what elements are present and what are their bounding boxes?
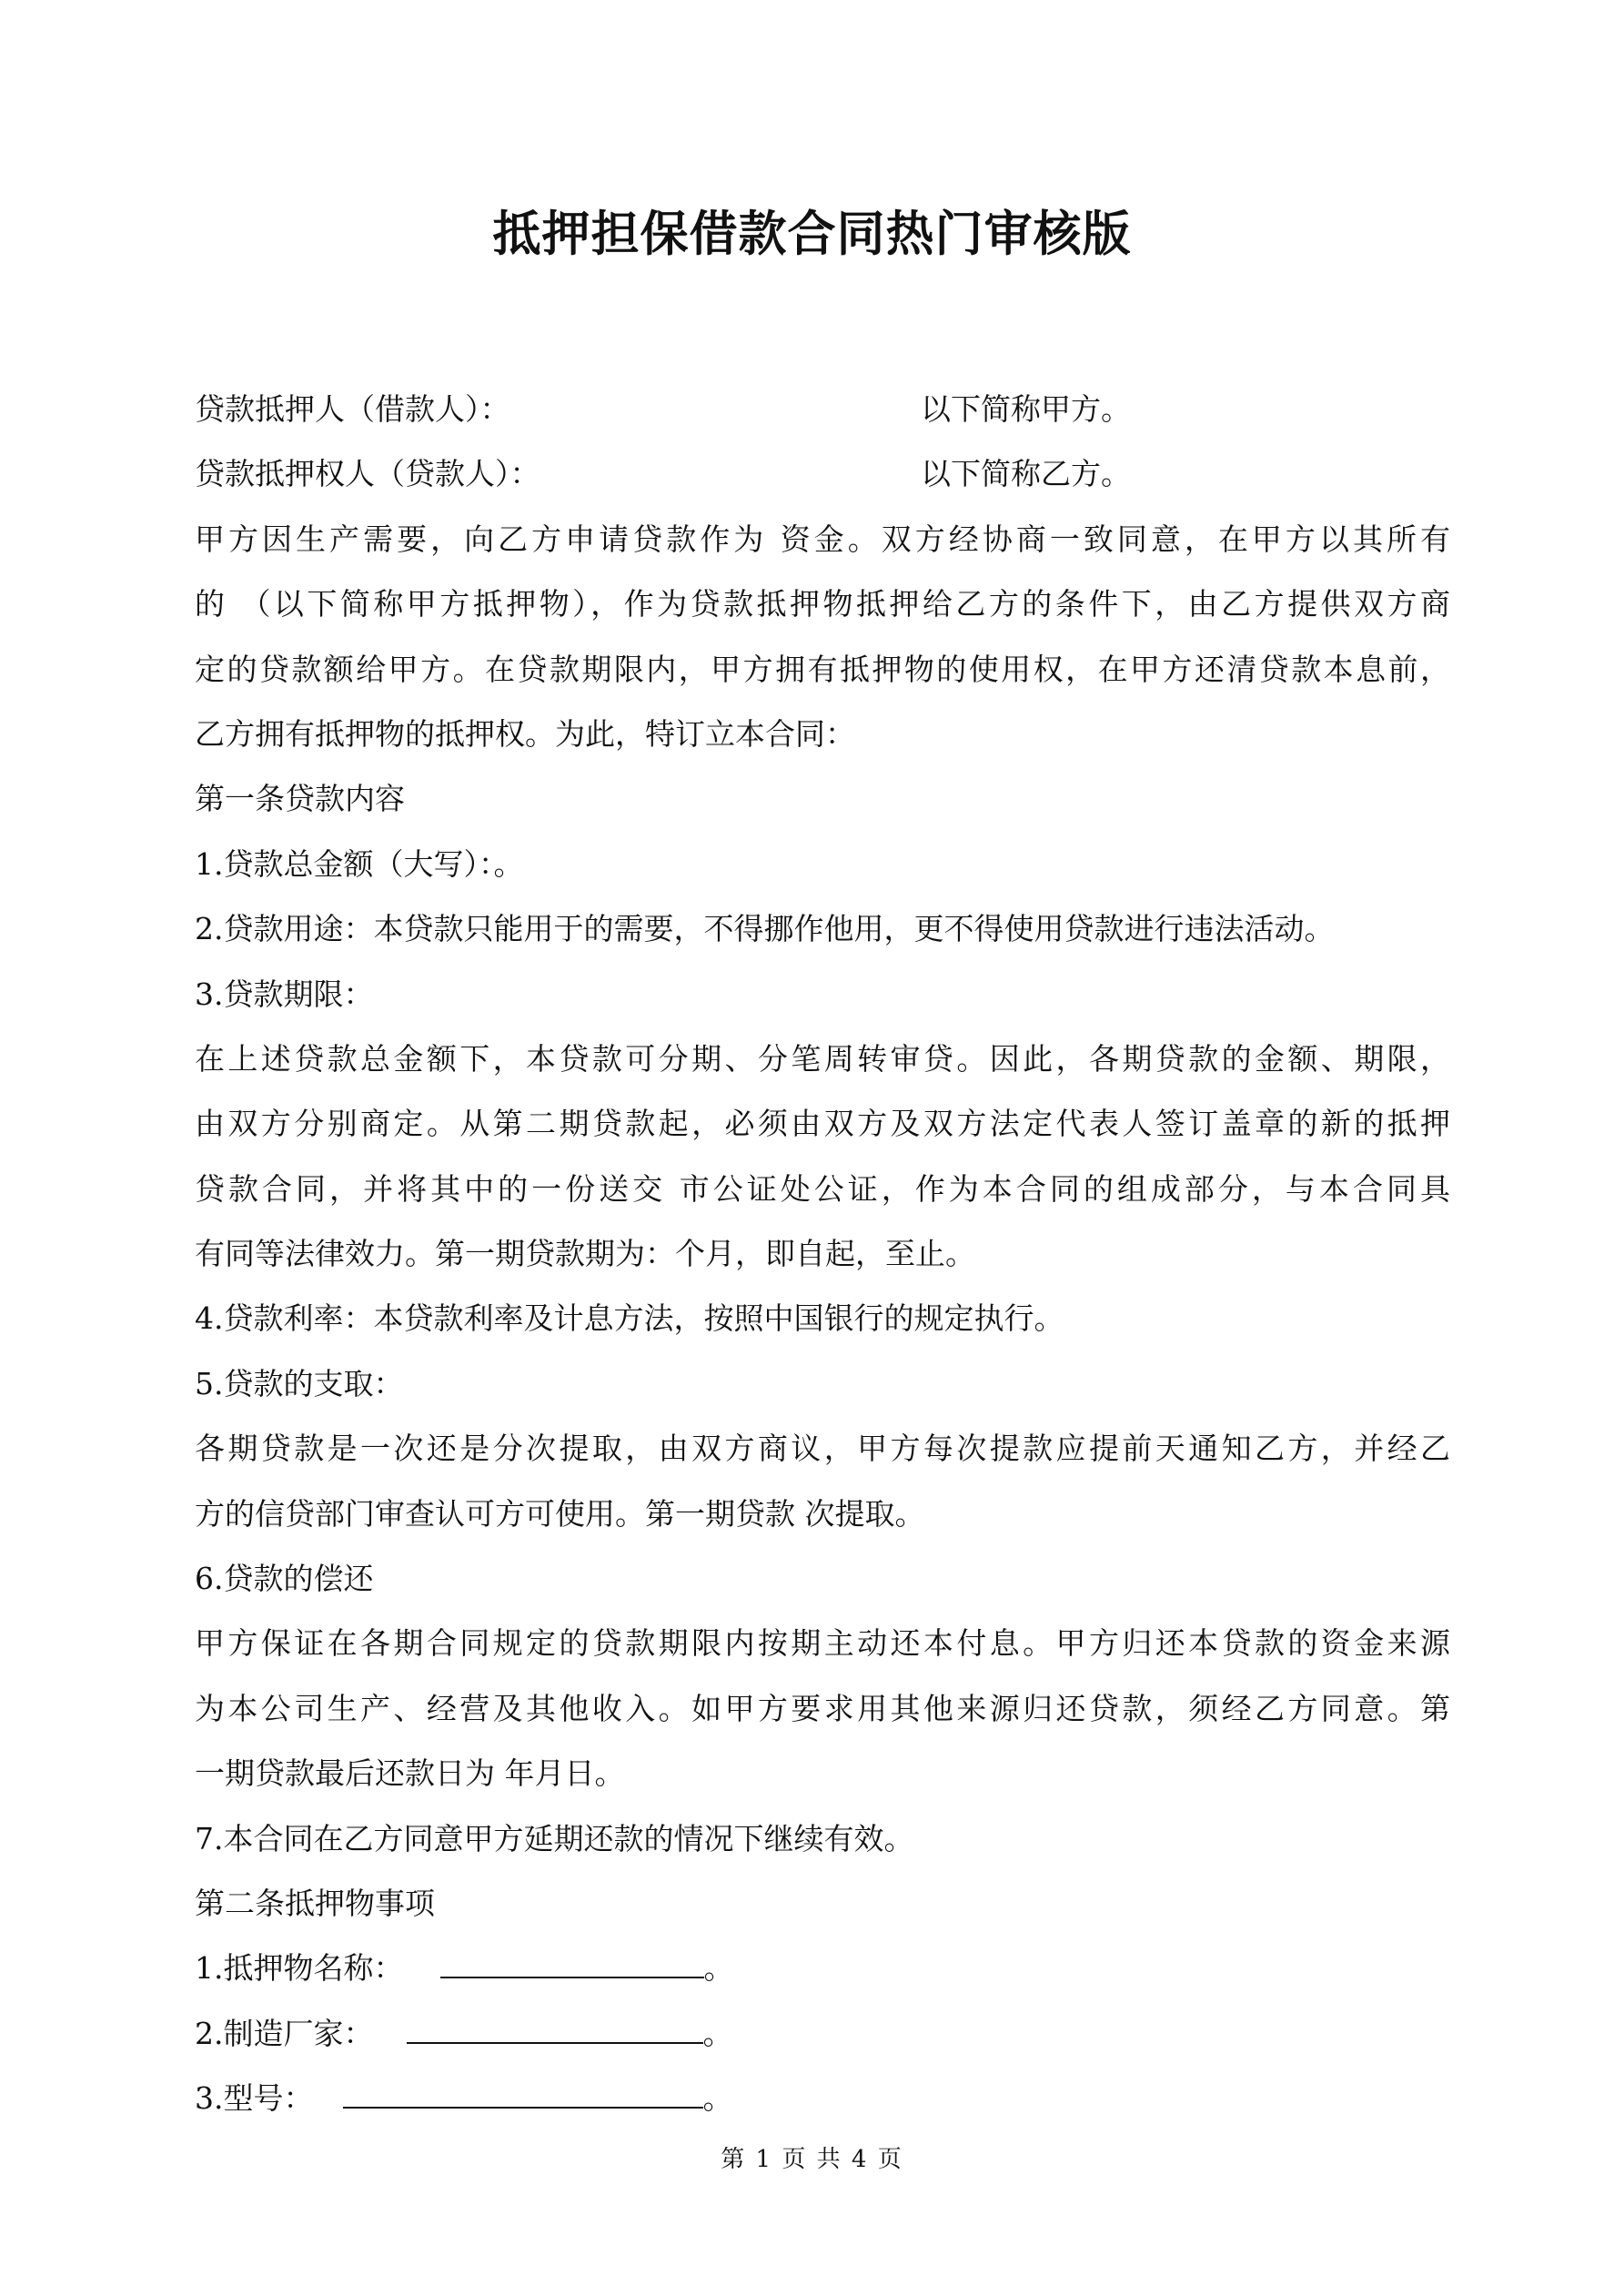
- paragraph-line: 方的信贷部门审查认可方可使用。第一期贷款 次提取。: [195, 1495, 925, 1532]
- clause-line: 1.贷款总金额（大写）：。: [195, 845, 524, 882]
- clause-line: 6.贷款的偿还: [195, 1561, 374, 1597]
- paragraph-line: 贷款合同，并将其中的一份送交 市公证处公证，作为本合同的组成部分，与本合同具: [195, 1170, 1450, 1207]
- fill-in-blank[interactable]: [343, 2079, 703, 2109]
- field-label: 1.抵押物名称：: [195, 1950, 404, 1987]
- section-heading: 第一条贷款内容: [195, 781, 405, 817]
- paragraph-line: 各期贷款是一次还是分次提取，由双方商议，甲方每次提款应提前天通知乙方，并经乙: [195, 1431, 1450, 1467]
- paragraph-line: 为本公司生产、经营及其他收入。如甲方要求用其他来源归还贷款，须经乙方同意。第: [195, 1690, 1450, 1726]
- section-heading: 第二条抵押物事项: [195, 1885, 435, 1921]
- paragraph-line: 甲方因生产需要，向乙方申请贷款作为 资金。双方经协商一致同意，在甲方以其所有: [195, 521, 1450, 557]
- mortgagor-label: 贷款抵押人（借款人）：: [195, 391, 510, 427]
- paragraph-line: 的 （以下简称甲方抵押物），作为贷款抵押物抵押给乙方的条件下，由乙方提供双方商: [195, 586, 1450, 622]
- clause-line: 3.贷款期限：: [195, 976, 374, 1012]
- field-end: 。: [702, 2080, 733, 2117]
- clause-line: 4.贷款利率：本贷款利率及计息方法，按照中国银行的规定执行。: [195, 1300, 1064, 1337]
- mortgagor-note: 以下简称甲方。: [921, 391, 1131, 427]
- paragraph-line: 一期贷款最后还款日为 年月日。: [195, 1755, 625, 1792]
- page-number-footer: 第 1 页 共 4 页: [721, 2146, 903, 2173]
- paragraph-line: 定的贷款额给甲方。在贷款期限内，甲方拥有抵押物的使用权，在甲方还清贷款本息前，: [195, 651, 1450, 687]
- fill-in-blank[interactable]: [407, 2015, 703, 2044]
- field-end: 。: [703, 1950, 734, 1987]
- clause-line: 5.贷款的支取：: [195, 1365, 404, 1401]
- paragraph-line: 有同等法律效力。第一期贷款期为：个月，即自起，至止。: [195, 1236, 975, 1272]
- clause-line: 2.贷款用途：本贷款只能用于的需要，不得挪作他用，更不得使用贷款进行违法活动。: [195, 911, 1335, 947]
- clause-line: 7.本合同在乙方同意甲方延期还款的情况下继续有效。: [195, 1820, 914, 1856]
- mortgagee-note: 以下简称乙方。: [921, 456, 1131, 492]
- paragraph-line: 在上述贷款总金额下，本贷款可分期、分笔周转审贷。因此，各期贷款的金额、期限，: [195, 1040, 1450, 1077]
- model-field: [195, 2066, 1450, 2130]
- fill-in-blank[interactable]: [440, 1949, 704, 1978]
- paragraph-line: 由双方分别商定。从第二期贷款起，必须由双方及双方法定代表人签订盖章的新的抵押: [195, 1106, 1450, 1142]
- mortgagee-label: 贷款抵押权人（贷款人）：: [195, 456, 540, 492]
- document-title: 抵押担保借款合同热门审核版: [492, 206, 1132, 262]
- collateral-name-field: [195, 1936, 1450, 2000]
- field-label: 2.制造厂家：: [195, 2015, 374, 2051]
- paragraph-line: 甲方保证在各期合同规定的贷款期限内按期主动还本付息。甲方归还本贷款的资金来源: [195, 1625, 1450, 1662]
- field-label: 3.型号：: [195, 2080, 314, 2117]
- field-end: 。: [702, 2015, 733, 2051]
- mortgagor-row: [195, 377, 1450, 441]
- paragraph-line: 乙方拥有抵押物的抵押权。为此，特订立本合同：: [195, 715, 855, 752]
- mortgagee-row: [195, 441, 1450, 506]
- document-body: [195, 377, 1450, 2131]
- manufacturer-field: [195, 2001, 1450, 2066]
